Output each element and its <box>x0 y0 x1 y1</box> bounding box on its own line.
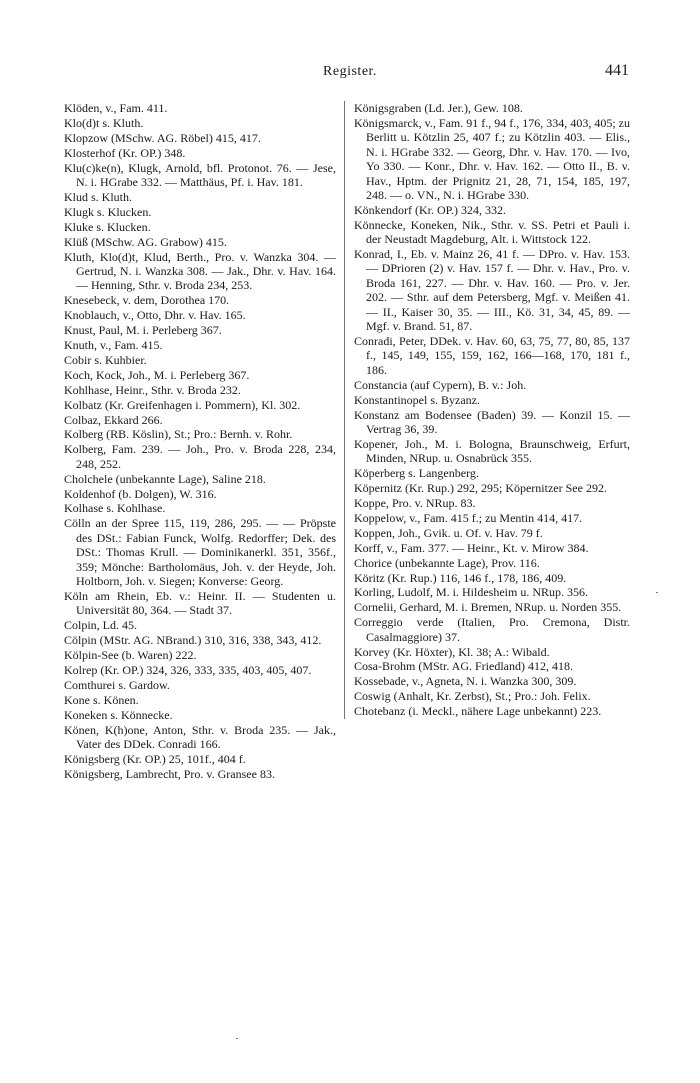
register-entry: Könen, K(h)one, Anton, Sthr. v. Broda 235. — Jak., Vater des DDek. Conradi 166. <box>64 722 336 751</box>
register-entry: Knesebeck, v. dem, Dorothea 170. <box>64 293 230 308</box>
register-entry: Königsmarck, v., Fam. 91 f., 94 f., 176, 334, 403, 405; zu Berlitt u. Kötzlin 25, 407 f.; zu Kötzlin 403. — Elis., N. i. HGrabe 332. — Georg, Dhr. v. Hav. 170. — Ivo, Yo 330. — Konr., Dhr. v. Hav. 162. — Otto II., B. v. Hav., Hptm. der Prignitz 21, 28, 71, 154, 185, 197, 248. — o. VN., N. i. HGrabe 330. <box>354 115 630 202</box>
register-entry: Chotebanz (i. Meckl., nähere Lage unbekannt) 223. <box>354 704 602 719</box>
register-entry: Colpin, Ld. 45. <box>64 618 138 633</box>
register-entry: Kolrep (Kr. OP.) 324, 326, 333, 335, 403, 405, 407. <box>64 662 312 677</box>
register-entry: Könkendorf (Kr. OP.) 324, 332. <box>354 202 506 217</box>
register-entry: Kossebade, v., Agneta, N. i. Wanzka 300, 309. <box>354 674 577 689</box>
register-entry: Korvey (Kr. Höxter), Kl. 38; A.: Wibald. <box>354 644 550 659</box>
register-entry: Kolbatz (Kr. Greifenhagen i. Pommern), Kl. 302. <box>64 397 301 412</box>
register-entry: Klosterhof (Kr. OP.) 348. <box>64 145 186 160</box>
register-entry: Kone s. Könen. <box>64 692 139 707</box>
register-entry: Knust, Paul, M. i. Perleberg 367. <box>64 323 222 338</box>
register-entry: Klud s. Kluth. <box>64 189 133 204</box>
register-entry: Knoblauch, v., Otto, Dhr. v. Hav. 165. <box>64 308 246 323</box>
register-entry: Koppen, Joh., Gvik. u. Of. v. Hav. 79 f. <box>354 525 543 540</box>
register-entry: Conradi, Peter, DDek. v. Hav. 60, 63, 75, 77, 80, 85, 137 f., 145, 149, 155, 159, 162, 166—168, 170, 181 f., 186. <box>354 334 630 377</box>
register-entry: Klüß (MSchw. AG. Grabow) 415. <box>64 234 227 249</box>
register-entry: Köpernitz (Kr. Rup.) 292, 295; Köpernitzer See 292. <box>354 481 607 496</box>
register-entry: Coswig (Anhalt, Kr. Zerbst), St.; Pro.: Joh. Felix. <box>354 689 591 704</box>
register-entry: Klöden, v., Fam. 411. <box>64 101 168 115</box>
register-entry: Konstantinopel s. Byzanz. <box>354 392 480 407</box>
register-entry: Koppelow, v., Fam. 415 f.; zu Mentin 414, 417. <box>354 510 583 525</box>
register-column-left <box>64 101 336 782</box>
register-entry: Kluth, Klo(d)t, Klud, Berth., Pro. v. Wanzka 304. — Gertrud, N. i. Wanzka 308. — Jak., Dhr. v. Hav. 164. — Henning, Sthr. v. Broda 234, 253. <box>64 249 336 293</box>
register-entry: Kolhase s. Kohlhase. <box>64 501 166 516</box>
register-entry: Kopener, Joh., M. i. Bologna, Braunschweig, Erfurt, Minden, NRup. u. Osnabrück 355. <box>354 436 630 466</box>
register-entry: Konstanz am Bodensee (Baden) 39. — Konzil 15. — Vertrag 36, 39. <box>354 407 630 436</box>
register-entry: Klopzow (MSchw. AG. Röbel) 415, 417. <box>64 130 261 145</box>
register-entry: Königsgraben (Ld. Jer.), Gew. 108. <box>354 101 523 115</box>
page-number: 441 <box>605 62 629 79</box>
register-entry: Koneken s. Könnecke. <box>64 707 173 722</box>
register-entry: Knuth, v., Fam. 415. <box>64 338 163 352</box>
register-entry: Cobir s. Kuhbier. <box>64 352 147 367</box>
register-column-right <box>354 101 630 719</box>
register-entry: Königsberg (Kr. OP.) 25, 101f., 404 f. <box>64 751 246 766</box>
register-entry: Korling, Ludolf, M. i. Hildesheim u. NRup. 356. <box>354 585 588 600</box>
register-entry: Cornelii, Gerhard, M. i. Bremen, NRup. u. Norden 355. <box>354 600 622 615</box>
register-entry: Correggio verde (Italien, Pro. Cremona, Distr. Casalmaggiore) 37. <box>354 615 630 644</box>
running-title: Register. <box>323 64 377 79</box>
register-entry: Cosa-Brohm (MStr. AG. Friedland) 412, 418. <box>354 659 573 674</box>
register-entry: Koppe, Pro. v. NRup. 83. <box>354 495 476 510</box>
column-divider <box>344 101 345 719</box>
register-entry: Kolberg, Fam. 239. — Joh., Pro. v. Broda 228, 234, 248, 252. <box>64 442 336 471</box>
register-entry: Köln am Rhein, Eb. v.: Heinr. II. — Studenten u. Universität 80, 364. — Stadt 37. <box>64 588 336 618</box>
register-entry: Köperberg s. Langenberg. <box>354 466 479 481</box>
register-entry: Kohlhase, Heinr., Sthr. v. Broda 232. <box>64 382 241 397</box>
register-entry: Köritz (Kr. Rup.) 116, 146 f., 178, 186, 409. <box>354 570 567 585</box>
register-entry: Chorice (unbekannte Lage), Prov. 116. <box>354 555 540 570</box>
register-entry: Konrad, I., Eb. v. Mainz 26, 41 f. — DPro. v. Hav. 153. — DPrioren (2) v. Hav. 157 f. — Dhr. v. Hav., Pro. v. Broda 161, 227. — Dhr. v. Hav. 160. — Pro. v. Jer. 202. — Sthr. auf dem Petersberg, Mgf. v. Meißen 41. — II., Kaiser 30, 35. — III., Kö. 31, 34, 45, 89. — Mgf. v. Brand. 51, 87. <box>354 247 630 334</box>
register-entry: Klugk s. Klucken. <box>64 204 152 219</box>
register-entry: Constancia (auf Cypern), B. v.: Joh. <box>354 377 527 392</box>
register-entry: Korff, v., Fam. 377. — Heinr., Kt. v. Mirow 384. <box>354 540 589 555</box>
page-header <box>0 62 700 84</box>
register-entry: Königsberg, Lambrecht, Pro. v. Gransee 83. <box>64 766 275 781</box>
register-entry: Klu(c)ke(n), Klugk, Arnold, bfl. Protonot. 76. — Jese, N. i. HGrabe 332. — Matthäus, Pf. i. Hav. 181. <box>64 160 336 190</box>
register-entry: Koch, Kock, Joh., M. i. Perleberg 367. <box>64 367 250 382</box>
register-entry: Comthurei s. Gardow. <box>64 677 170 692</box>
register-entry: Colbaz, Ekkard 266. <box>64 412 163 427</box>
register-entry: Kluke s. Klucken. <box>64 219 151 234</box>
register-entry: Kolberg (RB. Köslin), St.; Pro.: Bernh. v. Rohr. <box>64 427 293 442</box>
register-entry: Koldenhof (b. Dolgen), W. 316. <box>64 486 217 501</box>
register-entry: Klo(d)t s. Kluth. <box>64 115 144 130</box>
register-entry: Cölln an der Spree 115, 119, 286, 295. — — Pröpste des DSt.: Fabian Funck, Wolfg. Redorffer; Dek. des DSt.: Thomas Krull. — Dominikanerkl. 351, 356f., 359; Mönche: Bartholomäus, Joh. v. der Heyde, Joh. Holtborn, Joh. v. Siegen; Konverse: Georg. <box>64 516 336 588</box>
register-entry: Könnecke, Koneken, Nik., Sthr. v. SS. Petri et Pauli i. der Neustadt Magdeburg, Alt. i. Wittstock 122. <box>354 217 630 247</box>
register-entry: Cholchele (unbekannte Lage), Saline 218. <box>64 471 266 486</box>
register-entry: Cölpin (MStr. AG. NBrand.) 310, 316, 338, 343, 412. <box>64 633 322 648</box>
register-entry: Kölpin-See (b. Waren) 222. <box>64 648 197 663</box>
